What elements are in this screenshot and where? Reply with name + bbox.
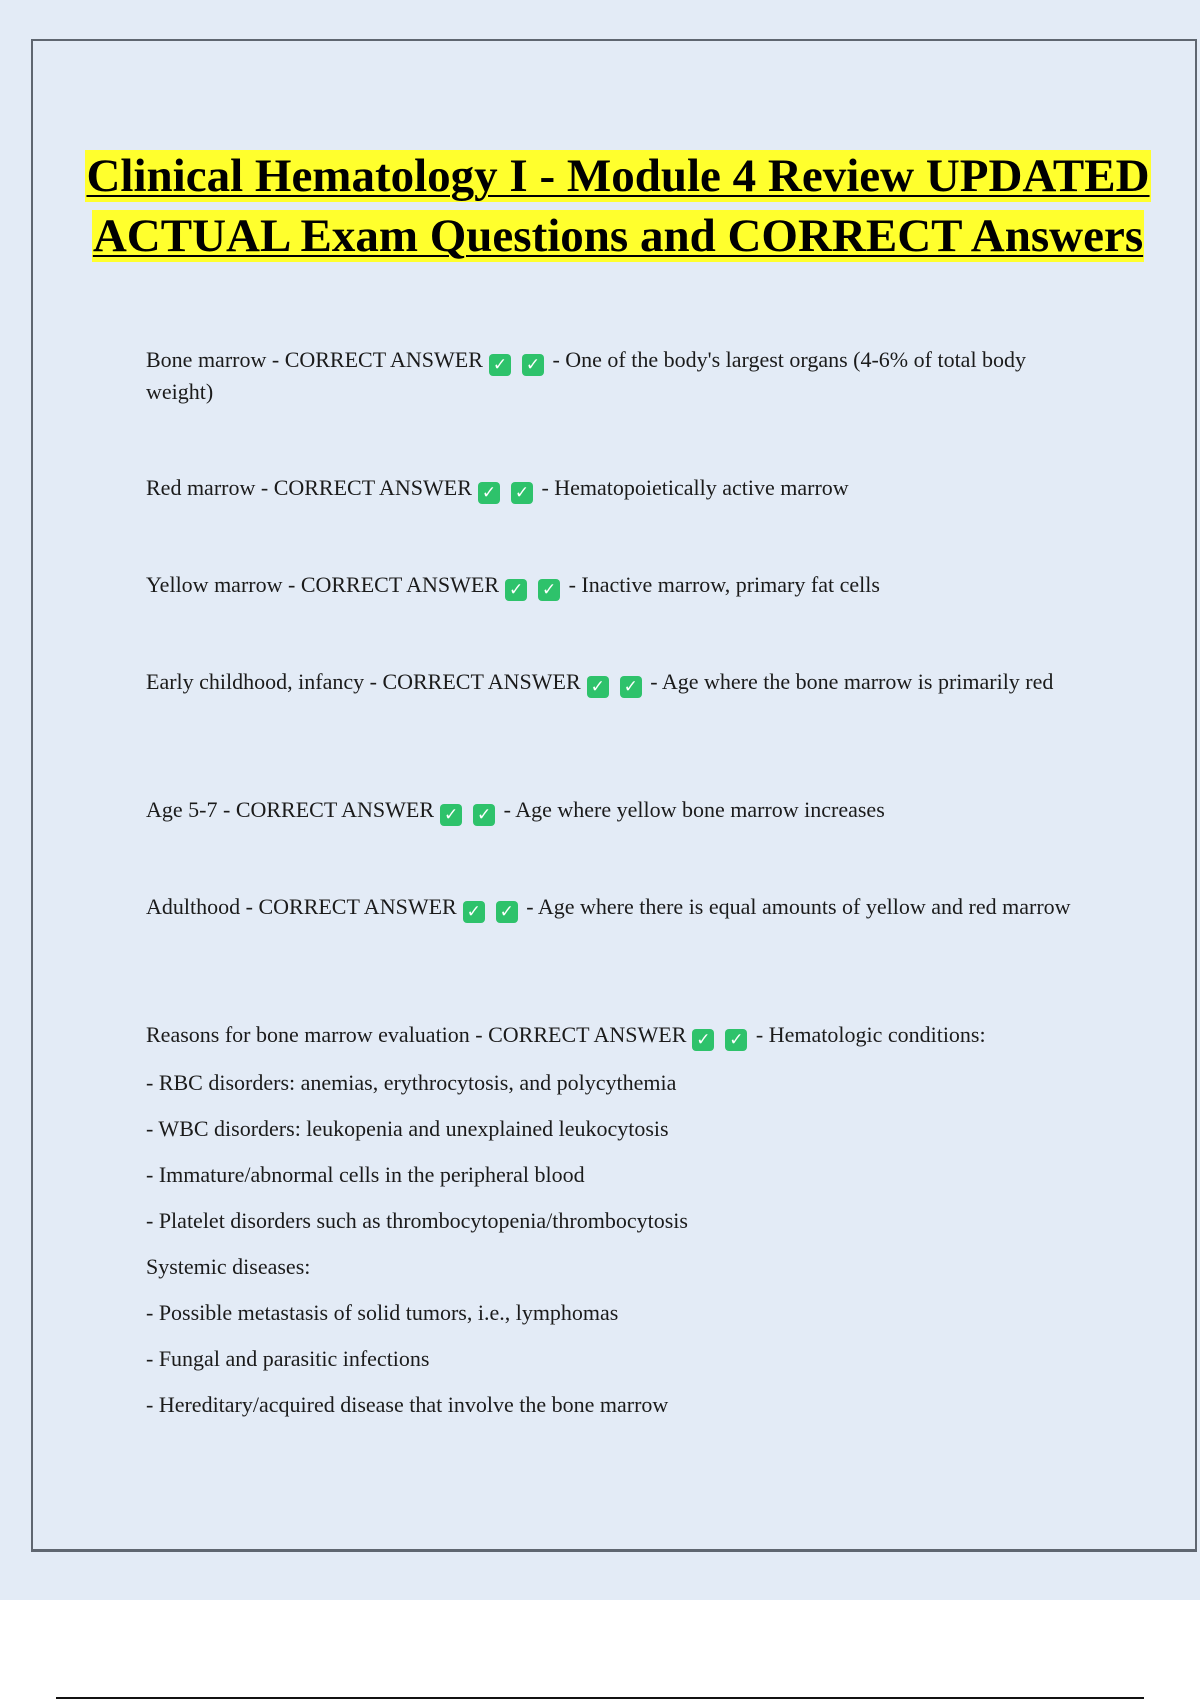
qa-separator: - <box>266 347 285 372</box>
qa-separator: - <box>546 347 566 372</box>
qa-item <box>146 1019 1086 1051</box>
evaluation-line: - WBC disorders: leukopenia and unexplained leukocytosis <box>146 1116 669 1141</box>
qa-term: Age 5-7 <box>146 797 218 822</box>
qa-answer-marker: CORRECT ANSWER <box>235 797 435 822</box>
evaluation-line: Systemic diseases: <box>146 1254 311 1279</box>
evaluation-line: - Immature/abnormal cells in the peripheral blood <box>146 1162 585 1187</box>
footer-rule <box>56 1697 1144 1699</box>
qa-answer-marker: CORRECT ANSWER <box>258 894 457 919</box>
evaluation-line: - Possible metastasis of solid tumors, i.e., lymphomas <box>146 1300 619 1325</box>
qa-item <box>146 344 1086 408</box>
check-mark-box-icon: ✓ <box>538 579 560 601</box>
check-mark-box-icon: ✓ <box>463 901 485 923</box>
check-mark-box-icon: ✓ <box>511 482 533 504</box>
qa-definition: Hematologic conditions: <box>768 1022 986 1047</box>
check-mark-box-icon: ✓ <box>473 804 495 826</box>
qa-separator: - <box>498 797 516 822</box>
qa-term: Red marrow <box>146 475 256 500</box>
qa-answer-marker: CORRECT ANSWER <box>488 1022 687 1047</box>
evaluation-line: - Hereditary/acquired disease that involve the bone marrow <box>146 1392 669 1417</box>
check-mark-box-icon: ✓ <box>489 354 511 376</box>
check-mark-box-icon: ✓ <box>478 482 500 504</box>
qa-term: Adulthood <box>146 894 241 919</box>
qa-item <box>146 891 1086 923</box>
qa-answer-marker: CORRECT ANSWER <box>273 475 472 500</box>
qa-item <box>146 472 1086 504</box>
qa-separator: - <box>750 1022 769 1047</box>
qa-separator: - <box>255 475 274 500</box>
qa-separator: - <box>282 572 301 597</box>
qa-separator: - <box>520 894 538 919</box>
qa-item <box>146 794 1086 826</box>
qa-separator: - <box>535 475 555 500</box>
qa-term: Early childhood, infancy <box>146 669 365 694</box>
check-mark-box-icon: ✓ <box>440 804 462 826</box>
qa-definition: Age where the bone marrow is primarily red <box>661 669 1054 694</box>
qa-term: Yellow marrow <box>146 572 283 597</box>
qa-term: Reasons for bone marrow evaluation <box>146 1022 470 1047</box>
qa-separator: - <box>364 669 383 694</box>
check-mark-box-icon: ✓ <box>620 676 642 698</box>
qa-answer-marker: CORRECT ANSWER <box>300 572 500 597</box>
qa-answer-marker: CORRECT ANSWER <box>284 347 483 372</box>
qa-definition: Hematopoietically active marrow <box>554 475 849 500</box>
document-title <box>60 146 1176 266</box>
qa-term: Bone marrow <box>146 347 267 372</box>
qa-definition: Age where yellow bone marrow increases <box>515 797 885 822</box>
qa-separator: - <box>563 572 582 597</box>
qa-separator: - <box>240 894 259 919</box>
check-mark-box-icon: ✓ <box>522 354 544 376</box>
check-mark-box-icon: ✓ <box>587 676 609 698</box>
evaluation-line: - Platelet disorders such as thrombocytopenia/thrombocytosis <box>146 1208 688 1233</box>
check-mark-box-icon: ✓ <box>505 579 527 601</box>
qa-answer-marker: CORRECT ANSWER <box>382 669 581 694</box>
check-mark-box-icon: ✓ <box>496 901 518 923</box>
qa-item <box>146 569 1086 601</box>
evaluation-line: - RBC disorders: anemias, erythrocytosis, and polycythemia <box>146 1070 677 1095</box>
qa-item <box>146 666 1086 698</box>
document-title-text: Clinical Hematology I - Module 4 Review UPDATED ACTUAL Exam Questions and CORRECT Answers <box>86 150 1150 262</box>
evaluation-line: - Fungal and parasitic infections <box>146 1346 430 1371</box>
check-mark-box-icon: ✓ <box>725 1029 747 1051</box>
qa-definition: Age where there is equal amounts of yellow and red marrow <box>537 894 1071 919</box>
check-mark-box-icon: ✓ <box>692 1029 714 1051</box>
qa-definition: Inactive marrow, primary fat cells <box>581 572 880 597</box>
qa-separator: - <box>644 669 662 694</box>
qa-separator: - <box>469 1022 489 1047</box>
qa-separator: - <box>217 797 236 822</box>
qa-definition: One of the body's largest organs (4-6% of total body weight) <box>146 347 1027 404</box>
